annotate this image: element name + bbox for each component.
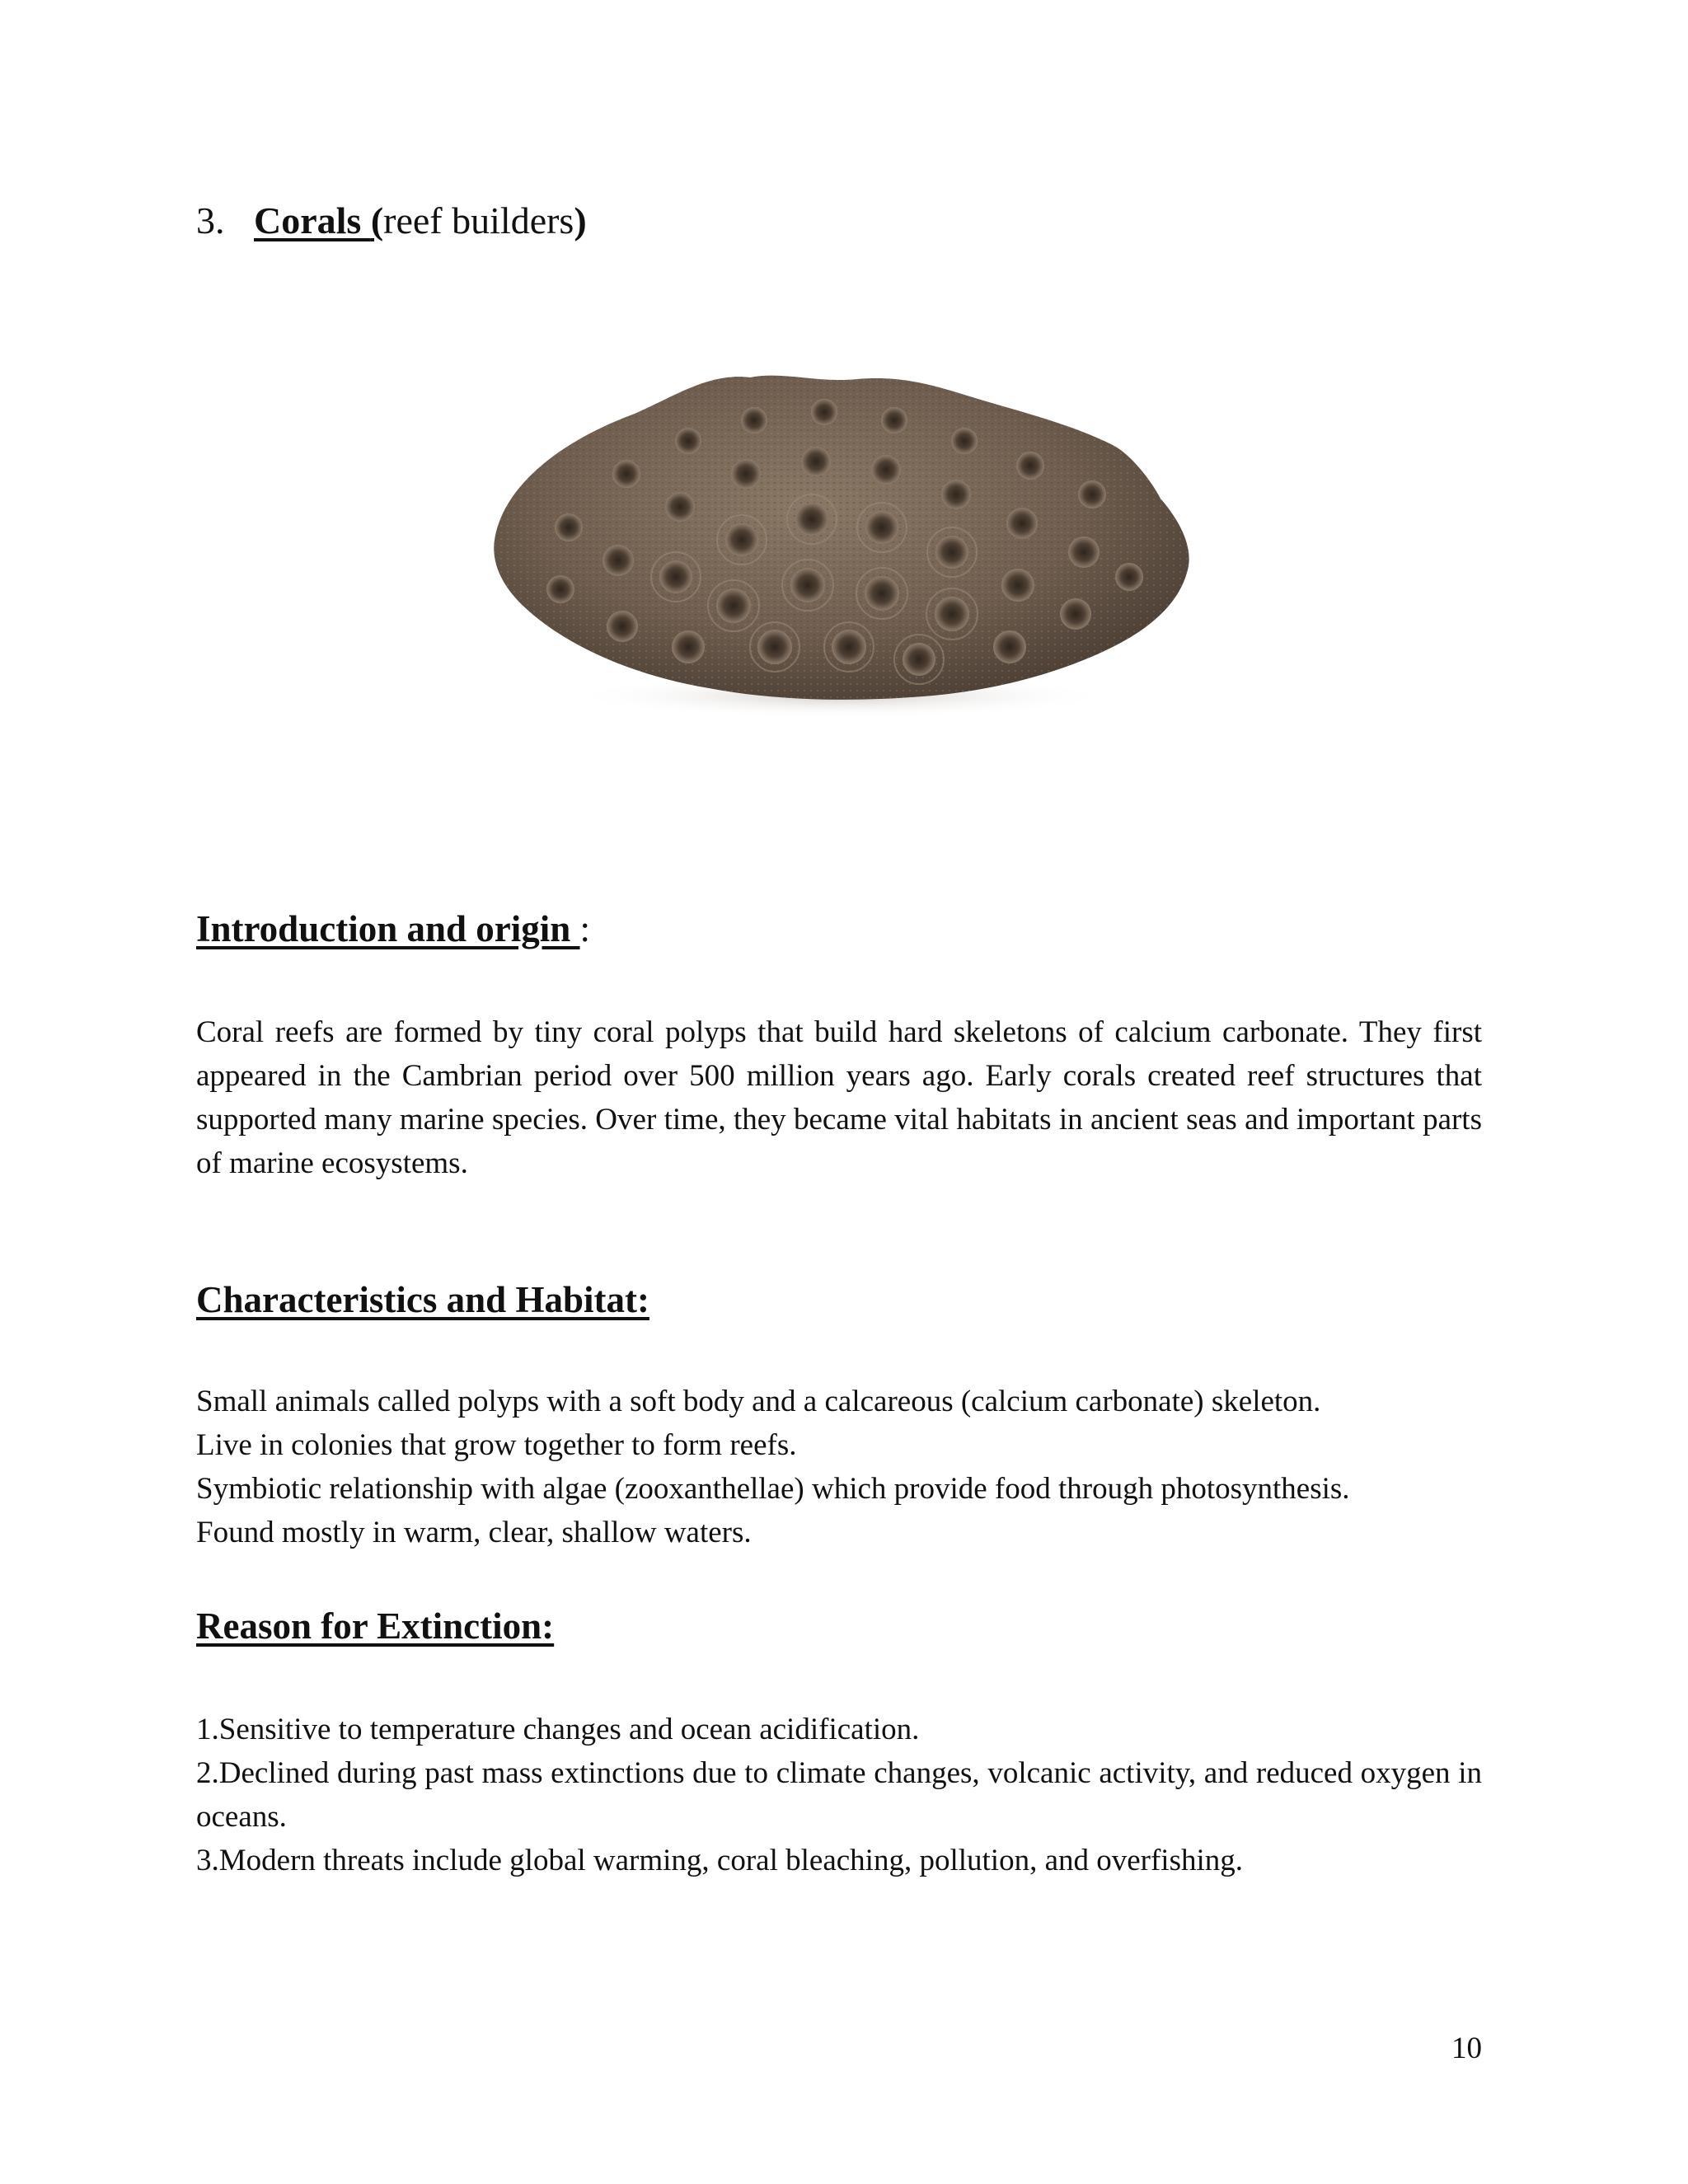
characteristics-list <box>196 1380 1482 1554</box>
coral-fossil-image <box>470 363 1203 725</box>
list-item: 1.Sensitive to temperature changes and ocean acidification. <box>196 1713 920 1746</box>
list-item: Live in colonies that grow together to form reefs. <box>196 1428 797 1462</box>
title-number: 3. <box>196 199 225 241</box>
extinction-heading-text: Reason for Extinction: <box>196 1605 555 1647</box>
list-item: Symbiotic relationship with algae (zooxanthellae) which provide food through photosynthesis. <box>196 1472 1350 1506</box>
title-subtitle: reef builders <box>383 199 574 241</box>
title-open-paren: ( <box>370 199 384 241</box>
list-item: 3.Modern threats include global warming, coral bleaching, pollution, and overfishing. <box>196 1844 1244 1877</box>
intro-paragraph: Coral reefs are formed by tiny coral polyps that build hard skeletons of calcium carbonate. They first appeared in the Cambrian period over 500 million years ago. Early corals created reef structures that supported many marine species. Over time, they became vital habitats in ancient seas and important parts of marine ecosystems. <box>196 1015 1482 1180</box>
intro-heading-text: Introduction and origin <box>196 908 580 949</box>
title-name: Corals <box>254 199 371 241</box>
extinction-heading <box>196 1602 554 1650</box>
characteristics-heading <box>196 1276 649 1324</box>
list-item: 2.Declined during past mass extinctions due to climate changes, volcanic activity, and reduced oxygen in oceans. <box>196 1756 1482 1834</box>
list-item: Small animals called polyps with a soft body and a calcareous (calcium carbonate) skeleton. <box>196 1385 1321 1418</box>
section-title <box>196 196 587 246</box>
list-item: Found mostly in warm, clear, shallow waters. <box>196 1516 752 1549</box>
extinction-list <box>196 1708 1482 1882</box>
intro-heading-colon: : <box>579 908 591 949</box>
title-close-paren: ) <box>574 199 587 241</box>
page-number: 10 <box>1451 2032 1482 2065</box>
intro-heading <box>196 905 590 953</box>
characteristics-heading-text: Characteristics and Habitat: <box>196 1279 649 1320</box>
